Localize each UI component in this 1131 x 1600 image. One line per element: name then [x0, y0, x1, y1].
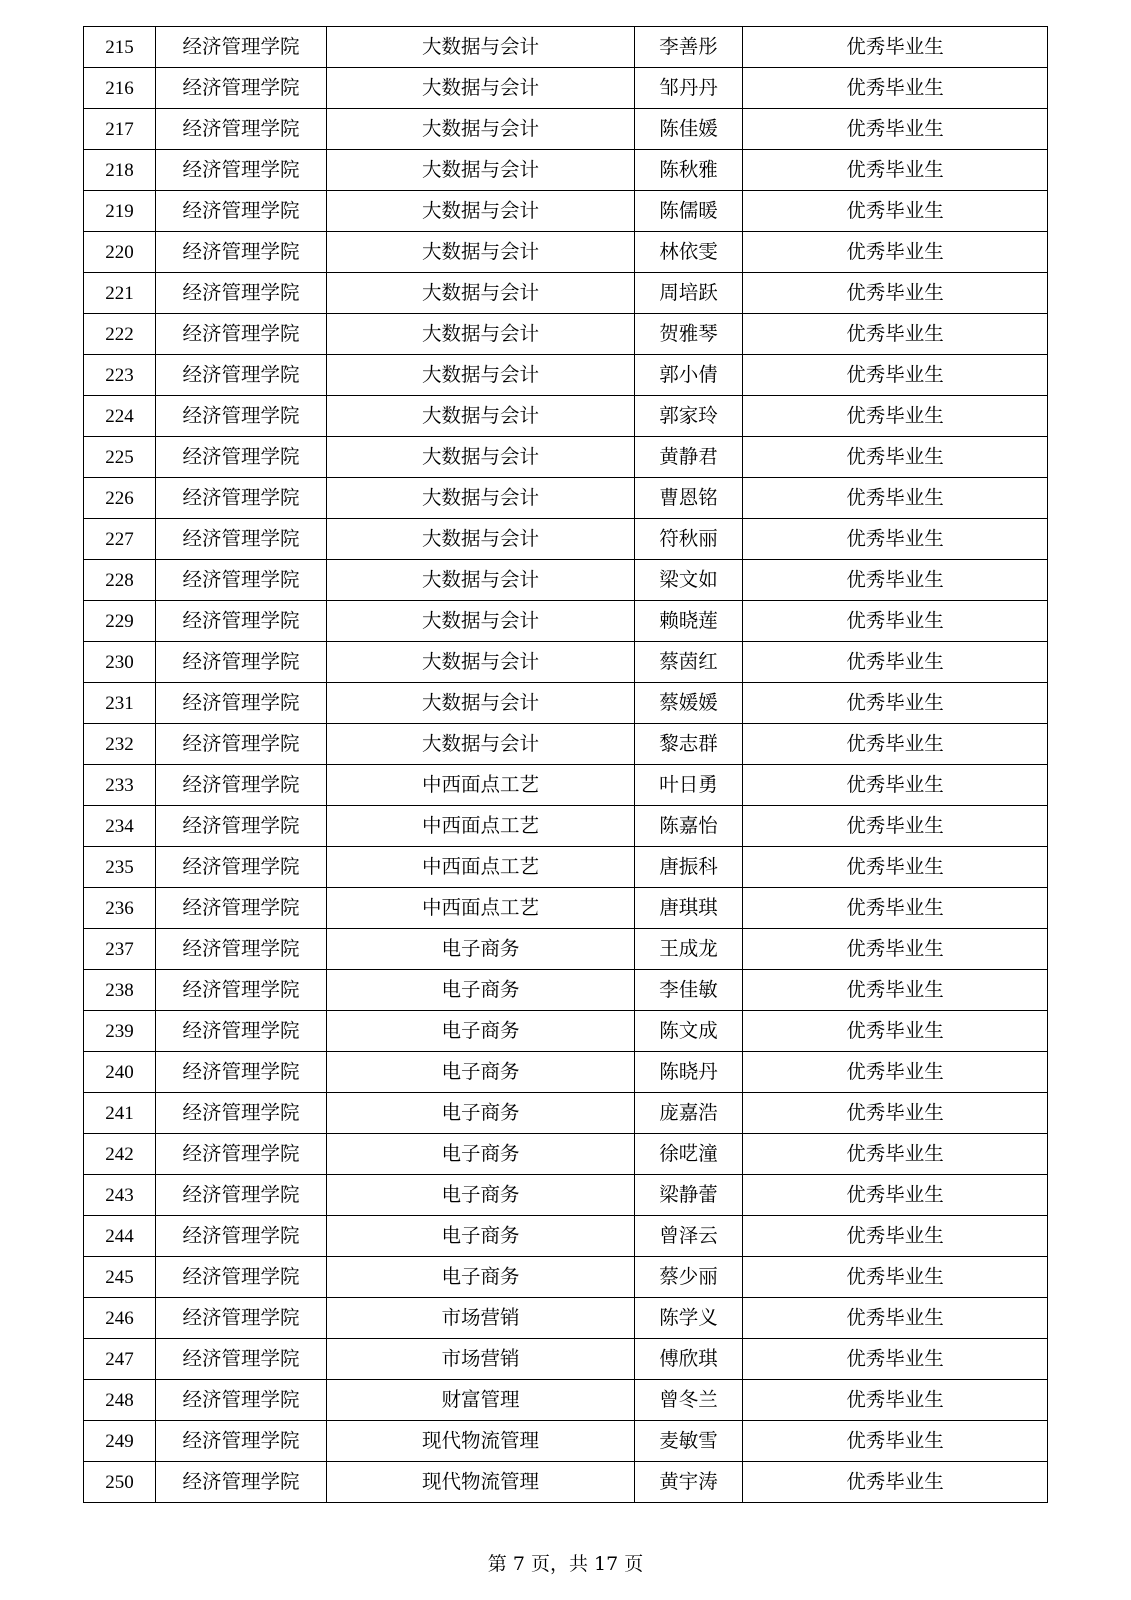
college-cell: 经济管理学院	[156, 355, 327, 396]
row-number-cell: 238	[84, 970, 156, 1011]
major-cell: 电子商务	[327, 1093, 635, 1134]
row-number-cell: 219	[84, 191, 156, 232]
row-number-cell: 249	[84, 1421, 156, 1462]
honor-cell: 优秀毕业生	[743, 1052, 1048, 1093]
college-cell: 经济管理学院	[156, 1421, 327, 1462]
college-cell: 经济管理学院	[156, 683, 327, 724]
table-row	[84, 601, 1048, 642]
college-cell: 经济管理学院	[156, 396, 327, 437]
row-number-cell: 232	[84, 724, 156, 765]
student-name-cell: 梁静蕾	[635, 1175, 743, 1216]
honor-cell: 优秀毕业生	[743, 1216, 1048, 1257]
honor-cell: 优秀毕业生	[743, 437, 1048, 478]
table-row	[84, 929, 1048, 970]
student-name-cell: 黄宇涛	[635, 1462, 743, 1503]
student-name-cell: 陈佳媛	[635, 109, 743, 150]
major-cell: 电子商务	[327, 1216, 635, 1257]
college-cell: 经济管理学院	[156, 1216, 327, 1257]
major-cell: 大数据与会计	[327, 314, 635, 355]
major-cell: 大数据与会计	[327, 437, 635, 478]
honor-cell: 优秀毕业生	[743, 519, 1048, 560]
honor-cell: 优秀毕业生	[743, 1134, 1048, 1175]
honor-cell: 优秀毕业生	[743, 27, 1048, 68]
student-name-cell: 黎志群	[635, 724, 743, 765]
college-cell: 经济管理学院	[156, 888, 327, 929]
row-number-cell: 239	[84, 1011, 156, 1052]
table-row	[84, 765, 1048, 806]
honor-cell: 优秀毕业生	[743, 1011, 1048, 1052]
table-row	[84, 1380, 1048, 1421]
major-cell: 大数据与会计	[327, 232, 635, 273]
row-number-cell: 248	[84, 1380, 156, 1421]
major-cell: 大数据与会计	[327, 27, 635, 68]
honor-cell: 优秀毕业生	[743, 273, 1048, 314]
table-row	[84, 806, 1048, 847]
row-number-cell: 224	[84, 396, 156, 437]
student-name-cell: 蔡茵红	[635, 642, 743, 683]
student-name-cell: 王成龙	[635, 929, 743, 970]
honor-cell: 优秀毕业生	[743, 478, 1048, 519]
college-cell: 经济管理学院	[156, 1257, 327, 1298]
college-cell: 经济管理学院	[156, 314, 327, 355]
college-cell: 经济管理学院	[156, 109, 327, 150]
honor-cell: 优秀毕业生	[743, 724, 1048, 765]
row-number-cell: 228	[84, 560, 156, 601]
major-cell: 电子商务	[327, 1011, 635, 1052]
major-cell: 大数据与会计	[327, 478, 635, 519]
row-number-cell: 215	[84, 27, 156, 68]
honor-cell: 优秀毕业生	[743, 1421, 1048, 1462]
college-cell: 经济管理学院	[156, 478, 327, 519]
graduate-roster-table	[83, 26, 1048, 1503]
roster-body	[84, 27, 1048, 1503]
student-name-cell: 贺雅琴	[635, 314, 743, 355]
table-row	[84, 232, 1048, 273]
table-row	[84, 724, 1048, 765]
student-name-cell: 陈学义	[635, 1298, 743, 1339]
row-number-cell: 241	[84, 1093, 156, 1134]
honor-cell: 优秀毕业生	[743, 150, 1048, 191]
row-number-cell: 217	[84, 109, 156, 150]
row-number-cell: 247	[84, 1339, 156, 1380]
honor-cell: 优秀毕业生	[743, 765, 1048, 806]
student-name-cell: 郭家玲	[635, 396, 743, 437]
table-row	[84, 27, 1048, 68]
honor-cell: 优秀毕业生	[743, 601, 1048, 642]
major-cell: 市场营销	[327, 1298, 635, 1339]
student-name-cell: 唐振科	[635, 847, 743, 888]
major-cell: 大数据与会计	[327, 683, 635, 724]
student-name-cell: 赖晓莲	[635, 601, 743, 642]
row-number-cell: 216	[84, 68, 156, 109]
student-name-cell: 麦敏雪	[635, 1421, 743, 1462]
major-cell: 电子商务	[327, 1257, 635, 1298]
table-row	[84, 683, 1048, 724]
student-name-cell: 曾冬兰	[635, 1380, 743, 1421]
college-cell: 经济管理学院	[156, 437, 327, 478]
college-cell: 经济管理学院	[156, 1339, 327, 1380]
honor-cell: 优秀毕业生	[743, 68, 1048, 109]
table-row	[84, 1052, 1048, 1093]
college-cell: 经济管理学院	[156, 1011, 327, 1052]
student-name-cell: 傅欣琪	[635, 1339, 743, 1380]
honor-cell: 优秀毕业生	[743, 396, 1048, 437]
table-row	[84, 1216, 1048, 1257]
row-number-cell: 223	[84, 355, 156, 396]
major-cell: 财富管理	[327, 1380, 635, 1421]
table-row	[84, 1421, 1048, 1462]
honor-cell: 优秀毕业生	[743, 191, 1048, 232]
table-row	[84, 191, 1048, 232]
table-row	[84, 1134, 1048, 1175]
college-cell: 经济管理学院	[156, 232, 327, 273]
table-row	[84, 314, 1048, 355]
major-cell: 市场营销	[327, 1339, 635, 1380]
row-number-cell: 245	[84, 1257, 156, 1298]
table-row	[84, 970, 1048, 1011]
table-row	[84, 437, 1048, 478]
row-number-cell: 236	[84, 888, 156, 929]
row-number-cell: 230	[84, 642, 156, 683]
college-cell: 经济管理学院	[156, 724, 327, 765]
honor-cell: 优秀毕业生	[743, 1257, 1048, 1298]
student-name-cell: 陈嘉怡	[635, 806, 743, 847]
student-name-cell: 黄静君	[635, 437, 743, 478]
honor-cell: 优秀毕业生	[743, 232, 1048, 273]
table-row	[84, 1011, 1048, 1052]
table-row	[84, 888, 1048, 929]
student-name-cell: 李善彤	[635, 27, 743, 68]
student-name-cell: 曾泽云	[635, 1216, 743, 1257]
major-cell: 大数据与会计	[327, 601, 635, 642]
major-cell: 中西面点工艺	[327, 888, 635, 929]
table-row	[84, 355, 1048, 396]
row-number-cell: 218	[84, 150, 156, 191]
row-number-cell: 250	[84, 1462, 156, 1503]
honor-cell: 优秀毕业生	[743, 683, 1048, 724]
college-cell: 经济管理学院	[156, 273, 327, 314]
table-row	[84, 519, 1048, 560]
table-row	[84, 847, 1048, 888]
college-cell: 经济管理学院	[156, 27, 327, 68]
student-name-cell: 陈晓丹	[635, 1052, 743, 1093]
college-cell: 经济管理学院	[156, 806, 327, 847]
major-cell: 现代物流管理	[327, 1421, 635, 1462]
college-cell: 经济管理学院	[156, 1175, 327, 1216]
student-name-cell: 陈秋雅	[635, 150, 743, 191]
table-row	[84, 1175, 1048, 1216]
student-name-cell: 唐琪琪	[635, 888, 743, 929]
honor-cell: 优秀毕业生	[743, 355, 1048, 396]
honor-cell: 优秀毕业生	[743, 1339, 1048, 1380]
major-cell: 大数据与会计	[327, 642, 635, 683]
student-name-cell: 陈儒暖	[635, 191, 743, 232]
honor-cell: 优秀毕业生	[743, 847, 1048, 888]
honor-cell: 优秀毕业生	[743, 888, 1048, 929]
table-row	[84, 1339, 1048, 1380]
major-cell: 大数据与会计	[327, 68, 635, 109]
major-cell: 大数据与会计	[327, 519, 635, 560]
student-name-cell: 邹丹丹	[635, 68, 743, 109]
college-cell: 经济管理学院	[156, 765, 327, 806]
page-footer: 第 7 页，共 17 页	[487, 1553, 644, 1575]
row-number-cell: 233	[84, 765, 156, 806]
college-cell: 经济管理学院	[156, 929, 327, 970]
student-name-cell: 徐呓潼	[635, 1134, 743, 1175]
college-cell: 经济管理学院	[156, 601, 327, 642]
college-cell: 经济管理学院	[156, 560, 327, 601]
honor-cell: 优秀毕业生	[743, 970, 1048, 1011]
table-row	[84, 642, 1048, 683]
row-number-cell: 234	[84, 806, 156, 847]
major-cell: 大数据与会计	[327, 396, 635, 437]
honor-cell: 优秀毕业生	[743, 109, 1048, 150]
college-cell: 经济管理学院	[156, 1093, 327, 1134]
student-name-cell: 李佳敏	[635, 970, 743, 1011]
college-cell: 经济管理学院	[156, 1052, 327, 1093]
row-number-cell: 246	[84, 1298, 156, 1339]
major-cell: 现代物流管理	[327, 1462, 635, 1503]
major-cell: 电子商务	[327, 1052, 635, 1093]
table-row	[84, 109, 1048, 150]
student-name-cell: 曹恩铭	[635, 478, 743, 519]
honor-cell: 优秀毕业生	[743, 642, 1048, 683]
table-row	[84, 68, 1048, 109]
major-cell: 中西面点工艺	[327, 806, 635, 847]
student-name-cell: 林依雯	[635, 232, 743, 273]
row-number-cell: 244	[84, 1216, 156, 1257]
major-cell: 电子商务	[327, 1134, 635, 1175]
row-number-cell: 226	[84, 478, 156, 519]
table-row	[84, 273, 1048, 314]
major-cell: 中西面点工艺	[327, 847, 635, 888]
honor-cell: 优秀毕业生	[743, 1093, 1048, 1134]
row-number-cell: 235	[84, 847, 156, 888]
row-number-cell: 227	[84, 519, 156, 560]
table-row	[84, 1093, 1048, 1134]
major-cell: 电子商务	[327, 970, 635, 1011]
honor-cell: 优秀毕业生	[743, 1298, 1048, 1339]
college-cell: 经济管理学院	[156, 642, 327, 683]
major-cell: 中西面点工艺	[327, 765, 635, 806]
major-cell: 大数据与会计	[327, 191, 635, 232]
table-row	[84, 396, 1048, 437]
table-row	[84, 1257, 1048, 1298]
major-cell: 电子商务	[327, 929, 635, 970]
student-name-cell: 梁文如	[635, 560, 743, 601]
college-cell: 经济管理学院	[156, 1134, 327, 1175]
college-cell: 经济管理学院	[156, 970, 327, 1011]
honor-cell: 优秀毕业生	[743, 929, 1048, 970]
honor-cell: 优秀毕业生	[743, 1175, 1048, 1216]
student-name-cell: 陈文成	[635, 1011, 743, 1052]
table-row	[84, 150, 1048, 191]
major-cell: 大数据与会计	[327, 560, 635, 601]
row-number-cell: 221	[84, 273, 156, 314]
student-name-cell: 叶日勇	[635, 765, 743, 806]
row-number-cell: 242	[84, 1134, 156, 1175]
table-row	[84, 1298, 1048, 1339]
honor-cell: 优秀毕业生	[743, 1380, 1048, 1421]
student-name-cell: 蔡媛媛	[635, 683, 743, 724]
honor-cell: 优秀毕业生	[743, 1462, 1048, 1503]
college-cell: 经济管理学院	[156, 68, 327, 109]
student-name-cell: 蔡少丽	[635, 1257, 743, 1298]
table-row	[84, 560, 1048, 601]
college-cell: 经济管理学院	[156, 519, 327, 560]
row-number-cell: 231	[84, 683, 156, 724]
honor-cell: 优秀毕业生	[743, 806, 1048, 847]
table-row	[84, 1462, 1048, 1503]
honor-cell: 优秀毕业生	[743, 560, 1048, 601]
student-name-cell: 周培跃	[635, 273, 743, 314]
college-cell: 经济管理学院	[156, 1380, 327, 1421]
major-cell: 大数据与会计	[327, 724, 635, 765]
row-number-cell: 237	[84, 929, 156, 970]
student-name-cell: 郭小倩	[635, 355, 743, 396]
major-cell: 大数据与会计	[327, 355, 635, 396]
row-number-cell: 225	[84, 437, 156, 478]
student-name-cell: 符秋丽	[635, 519, 743, 560]
honor-cell: 优秀毕业生	[743, 314, 1048, 355]
table-row	[84, 478, 1048, 519]
row-number-cell: 240	[84, 1052, 156, 1093]
college-cell: 经济管理学院	[156, 150, 327, 191]
student-name-cell: 庞嘉浩	[635, 1093, 743, 1134]
college-cell: 经济管理学院	[156, 847, 327, 888]
major-cell: 电子商务	[327, 1175, 635, 1216]
major-cell: 大数据与会计	[327, 109, 635, 150]
college-cell: 经济管理学院	[156, 1462, 327, 1503]
college-cell: 经济管理学院	[156, 1298, 327, 1339]
major-cell: 大数据与会计	[327, 273, 635, 314]
row-number-cell: 229	[84, 601, 156, 642]
major-cell: 大数据与会计	[327, 150, 635, 191]
row-number-cell: 222	[84, 314, 156, 355]
college-cell: 经济管理学院	[156, 191, 327, 232]
row-number-cell: 243	[84, 1175, 156, 1216]
row-number-cell: 220	[84, 232, 156, 273]
